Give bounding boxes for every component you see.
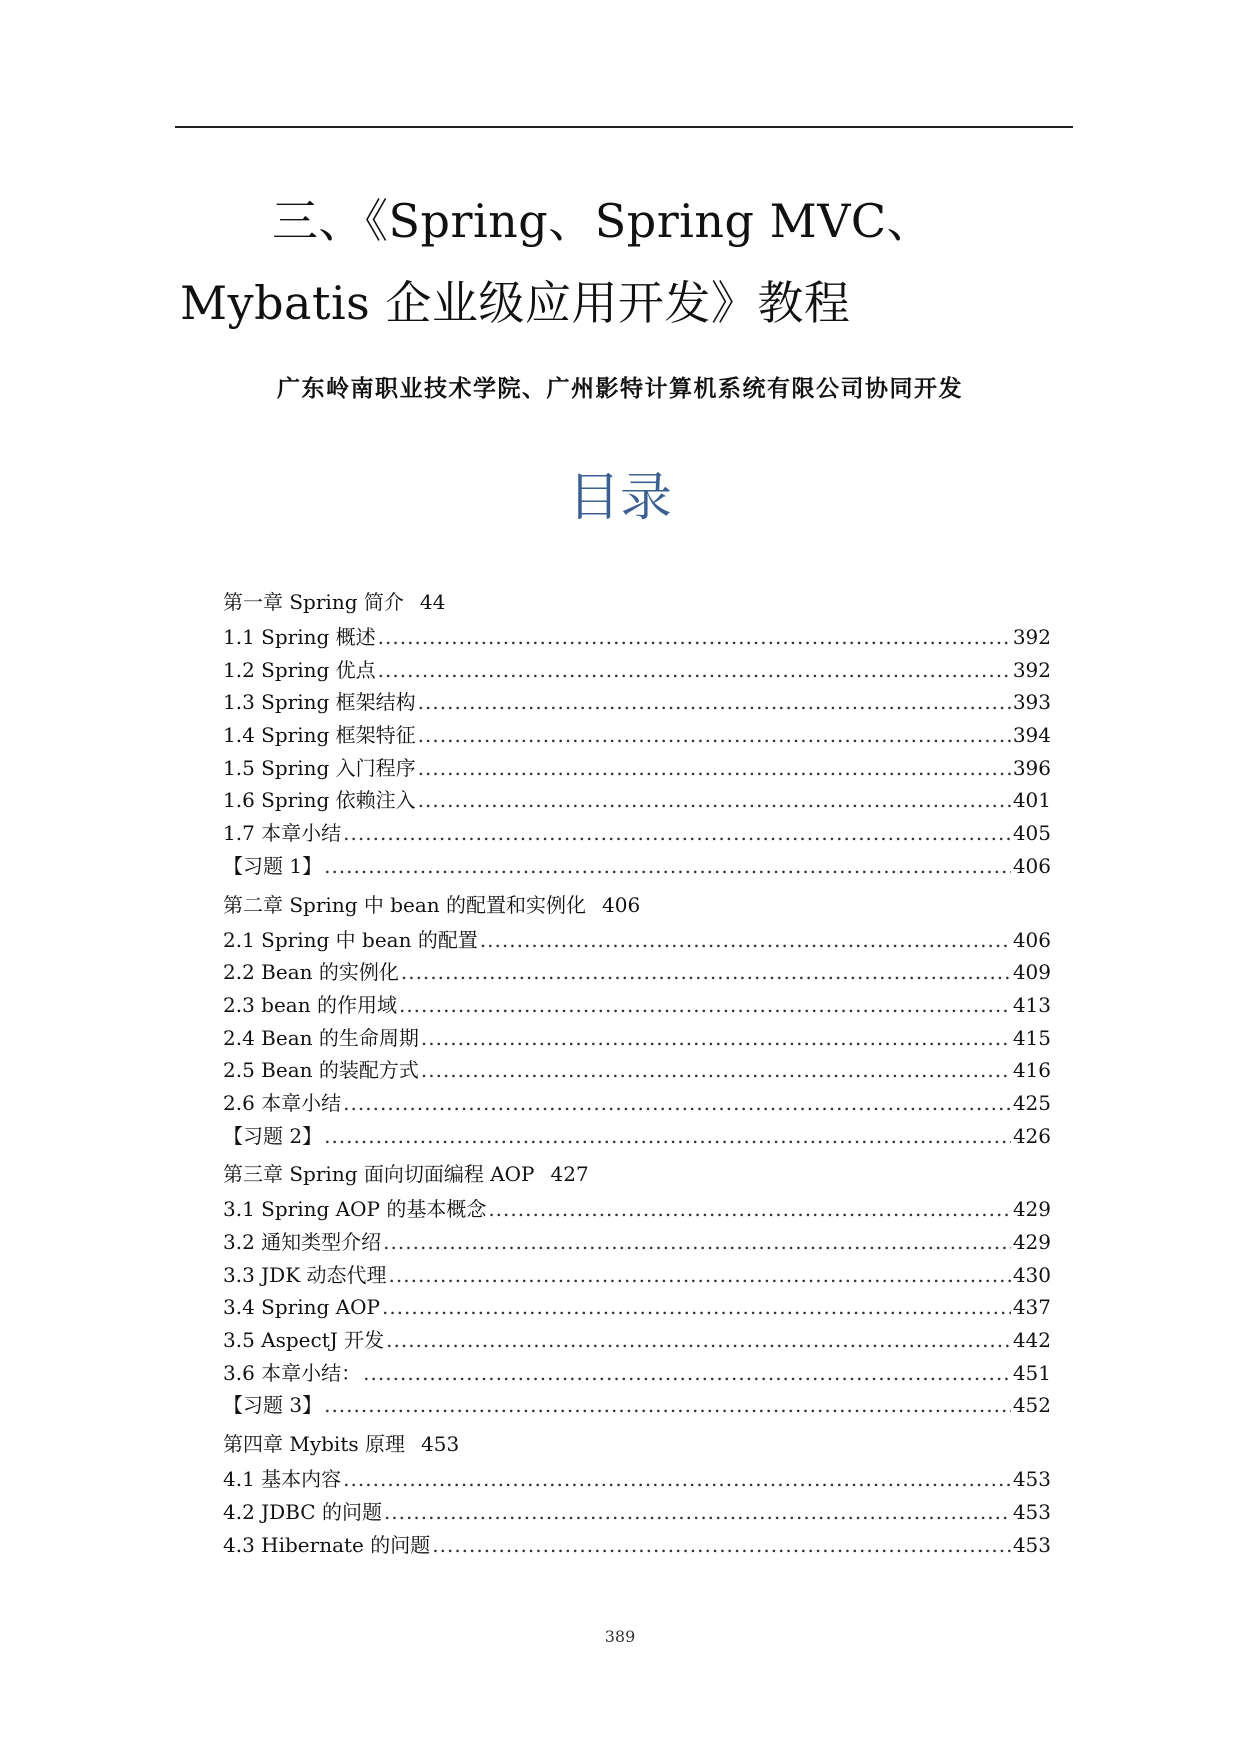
- dot-leader: [386, 1324, 1011, 1357]
- toc-chapter-2[interactable]: [223, 883, 1051, 924]
- toc-entry-label: 1.5 Spring 入门程序: [223, 755, 416, 780]
- chapter-page: 427: [550, 1162, 589, 1187]
- toc-entry-page: 393: [1012, 690, 1051, 715]
- dot-leader: [378, 621, 1011, 654]
- toc-entry-page: 406: [1012, 927, 1051, 952]
- dot-leader: [418, 752, 1011, 785]
- chapter-page: 406: [602, 892, 641, 917]
- toc-entry-page: 416: [1012, 1058, 1051, 1083]
- toc-entry[interactable]: [223, 1529, 1051, 1562]
- toc-entry[interactable]: [223, 1054, 1051, 1087]
- toc-entry-page: 409: [1012, 960, 1051, 985]
- toc-entry-page: 451: [1012, 1360, 1051, 1385]
- toc-entry[interactable]: [223, 1496, 1051, 1529]
- dot-leader: [383, 1226, 1011, 1259]
- toc-entry[interactable]: [223, 752, 1051, 785]
- toc-entry[interactable]: [223, 850, 1051, 883]
- toc-entry-label: 3.5 AspectJ 开发: [223, 1328, 385, 1353]
- table-of-contents: [223, 580, 1051, 1561]
- chapter-page: 453: [421, 1432, 460, 1457]
- dot-leader: [432, 1529, 1011, 1562]
- dot-leader: [343, 817, 1011, 850]
- toc-entry[interactable]: [223, 1357, 1051, 1390]
- toc-entry-page: 429: [1012, 1197, 1051, 1222]
- dot-leader: [324, 1120, 1011, 1153]
- toc-entry[interactable]: [223, 621, 1051, 654]
- dot-leader: [363, 1357, 1011, 1390]
- toc-entry-page: 442: [1012, 1328, 1051, 1353]
- toc-entry-page: 437: [1012, 1295, 1051, 1320]
- toc-entry-page: 429: [1012, 1230, 1051, 1254]
- toc-entry-page: 453: [1012, 1467, 1051, 1492]
- toc-entry-page: 453: [1012, 1499, 1051, 1524]
- toc-entry-label: 3.2 通知类型介绍: [223, 1230, 382, 1254]
- toc-entry-label: 2.2 Bean 的实例化: [223, 960, 399, 985]
- toc-entry[interactable]: [223, 1087, 1051, 1120]
- toc-entry-label: 2.6 本章小结: [223, 1090, 342, 1115]
- dot-leader: [384, 1496, 1011, 1529]
- toc-entry-page: 415: [1012, 1025, 1051, 1050]
- dot-leader: [382, 1291, 1011, 1324]
- toc-entry-label: 1.2 Spring 优点: [223, 657, 376, 682]
- toc-entry-page: 396: [1012, 755, 1051, 780]
- dot-leader: [324, 1389, 1011, 1422]
- toc-entry-page: 406: [1012, 853, 1051, 878]
- toc-entry-label: 3.6 本章小结：: [223, 1360, 362, 1385]
- chapter-title: 第三章 Spring 面向切面编程 AOP: [223, 1162, 535, 1187]
- toc-entry[interactable]: [223, 924, 1051, 957]
- dot-leader: [389, 1259, 1011, 1292]
- chapter-title: 第一章 Spring 简介: [223, 590, 404, 614]
- toc-entry-label: 3.3 JDK 动态代理: [223, 1262, 387, 1287]
- toc-entry[interactable]: [223, 784, 1051, 817]
- toc-entry[interactable]: [223, 1291, 1051, 1324]
- toc-entry[interactable]: [223, 1226, 1051, 1259]
- toc-entry-label: 3.4 Spring AOP: [223, 1295, 380, 1320]
- dot-leader: [324, 850, 1011, 883]
- toc-entry-page: 394: [1012, 723, 1051, 748]
- toc-entry-page: 405: [1012, 821, 1051, 846]
- dot-leader: [421, 1022, 1011, 1055]
- chapter-page: 44: [419, 590, 446, 614]
- dot-leader: [399, 989, 1011, 1022]
- toc-entry-page: 430: [1012, 1262, 1051, 1287]
- toc-entry-label: 【习题 3】: [223, 1393, 323, 1418]
- toc-entry-page: 425: [1012, 1090, 1051, 1115]
- dot-leader: [418, 719, 1011, 752]
- toc-entry-page: 413: [1012, 992, 1051, 1017]
- chapter-title: 第四章 Mybits 原理: [223, 1432, 405, 1457]
- toc-entry-label: 4.1 基本内容: [223, 1467, 342, 1492]
- dot-leader: [401, 956, 1011, 989]
- toc-entry-label: 1.7 本章小结: [223, 821, 342, 846]
- toc-entry-page: 453: [1012, 1532, 1051, 1557]
- document-title: 三、《Spring、Spring MVC、Mybatis 企业级应用开发》教程: [180, 194, 934, 330]
- toc-entry[interactable]: [223, 1389, 1051, 1422]
- toc-entry-label: 2.1 Spring 中 bean 的配置: [223, 927, 478, 952]
- toc-entry-page: 426: [1012, 1123, 1051, 1148]
- toc-entry-page: 392: [1012, 657, 1051, 682]
- document-subtitle: 广东岭南职业技术学院、广州影特计算机系统有限公司协同开发: [277, 376, 963, 402]
- toc-entry[interactable]: [223, 956, 1051, 989]
- toc-entry[interactable]: [223, 1120, 1051, 1153]
- toc-entry-label: 2.3 bean 的作用域: [223, 992, 397, 1017]
- toc-entry[interactable]: [223, 1193, 1051, 1226]
- dot-leader: [480, 924, 1011, 957]
- toc-entry-page: 392: [1012, 625, 1051, 649]
- toc-entry-label: 1.4 Spring 框架特征: [223, 723, 416, 748]
- toc-entry-label: 【习题 1】: [223, 853, 323, 878]
- dot-leader: [378, 654, 1011, 687]
- toc-entry[interactable]: [223, 719, 1051, 752]
- toc-entry[interactable]: [223, 1022, 1051, 1055]
- dot-leader: [421, 1054, 1011, 1087]
- toc-entry-page: 401: [1012, 788, 1051, 813]
- toc-entry[interactable]: [223, 817, 1051, 850]
- toc-chapter-3[interactable]: [223, 1152, 1051, 1193]
- toc-entry-label: 2.4 Bean 的生命周期: [223, 1025, 419, 1050]
- toc-entry-label: 1.6 Spring 依赖注入: [223, 788, 416, 813]
- toc-entry-page: 452: [1012, 1393, 1051, 1418]
- dot-leader: [343, 1087, 1011, 1120]
- toc-entry[interactable]: [223, 1463, 1051, 1496]
- toc-entry-label: 1.1 Spring 概述: [223, 625, 376, 649]
- toc-entry-label: 4.3 Hibernate 的问题: [223, 1532, 431, 1557]
- toc-entry[interactable]: [223, 989, 1051, 1022]
- dot-leader: [343, 1463, 1011, 1496]
- toc-entry-label: 1.3 Spring 框架结构: [223, 690, 416, 715]
- header-rule: [175, 126, 1073, 128]
- toc-entry-label: 3.1 Spring AOP 的基本概念: [223, 1197, 487, 1222]
- dot-leader: [488, 1193, 1010, 1226]
- toc-entry-label: 2.5 Bean 的装配方式: [223, 1058, 419, 1083]
- toc-chapter-4[interactable]: [223, 1422, 1051, 1463]
- page-number: 389: [604, 1627, 636, 1646]
- dot-leader: [418, 686, 1011, 719]
- toc-heading: 目录: [567, 468, 672, 528]
- toc-entry[interactable]: [223, 686, 1051, 719]
- toc-entry-label: 4.2 JDBC 的问题: [223, 1499, 382, 1524]
- toc-chapter-1[interactable]: [223, 580, 1051, 621]
- toc-entry-label: 【习题 2】: [223, 1123, 323, 1148]
- chapter-title: 第二章 Spring 中 bean 的配置和实例化: [223, 892, 587, 917]
- toc-entry[interactable]: [223, 1324, 1051, 1357]
- toc-entry[interactable]: [223, 1259, 1051, 1292]
- dot-leader: [418, 784, 1011, 817]
- toc-entry[interactable]: [223, 654, 1051, 687]
